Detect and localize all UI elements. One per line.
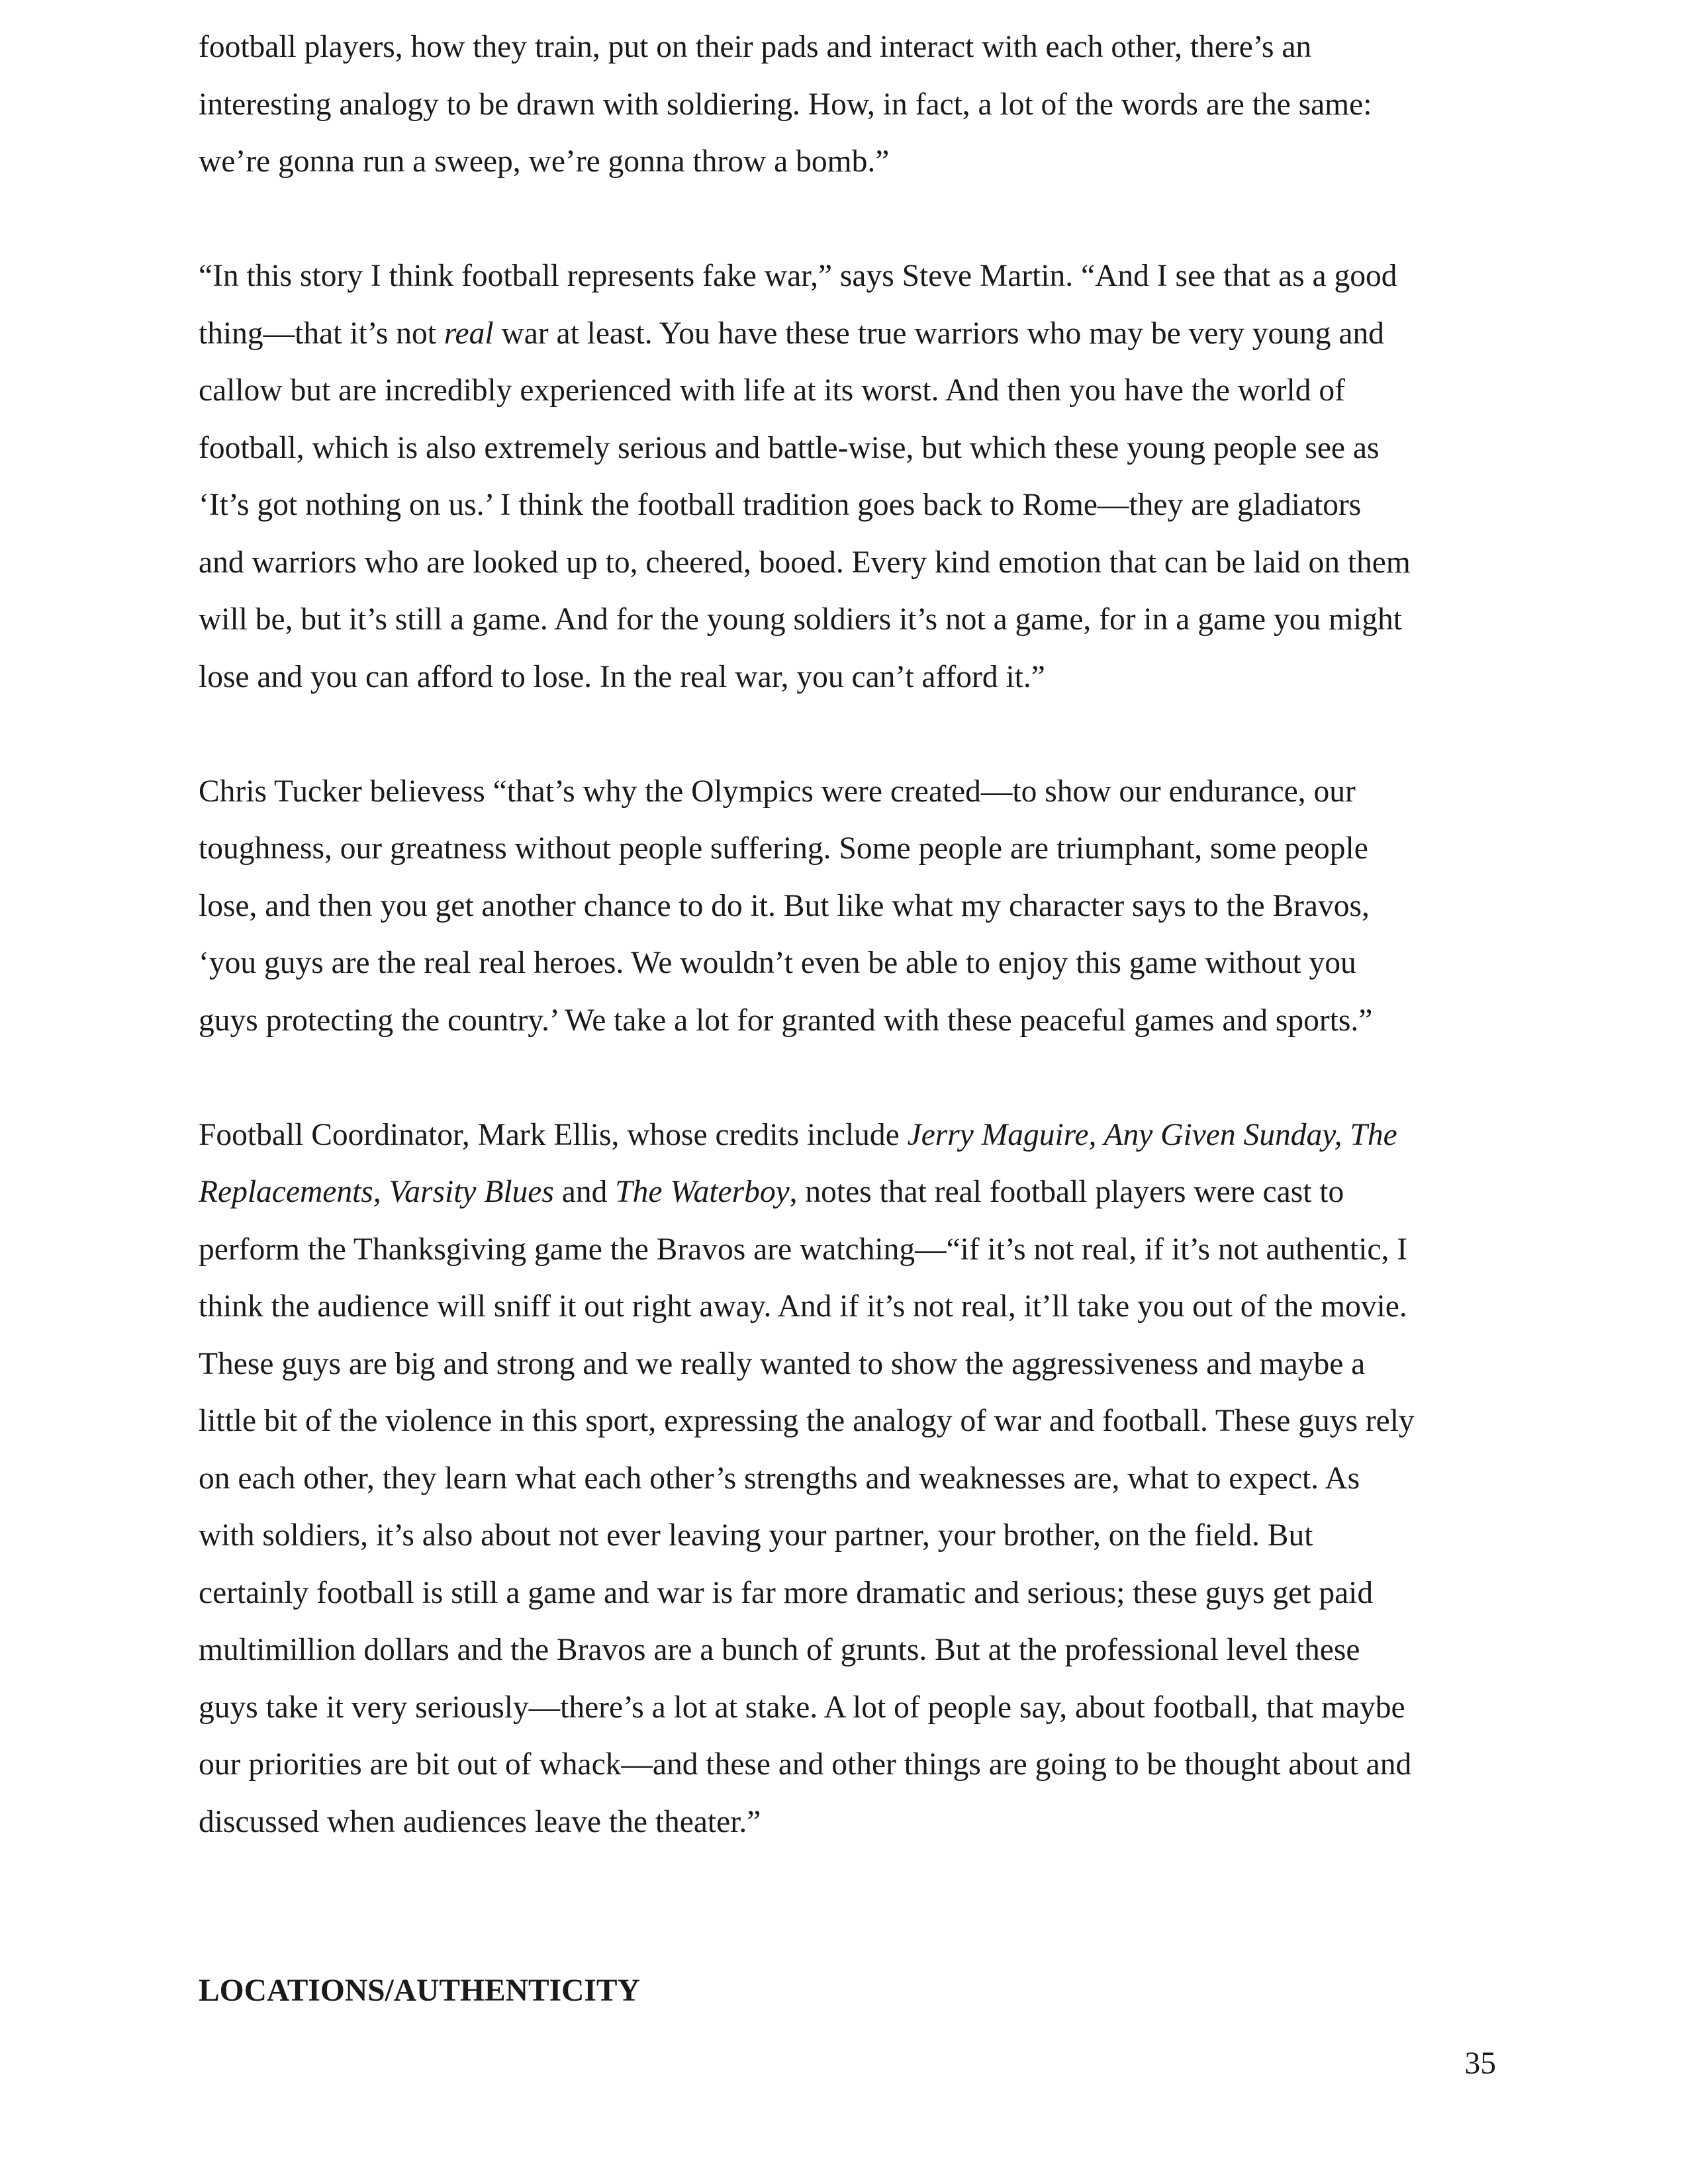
text-line (199, 763, 1496, 821)
text-line (199, 992, 1496, 1050)
text-run: interesting analogy to be drawn with soldiering. How, in fact, a lot of the words are the same: (199, 87, 1372, 122)
text-run: discussed when audiences leave the theater.” (199, 1804, 761, 1839)
italic-title: Replacements, Varsity Blues (199, 1175, 554, 1209)
text-run: certainly football is still a game and war is far more dramatic and serious; these guys get paid (199, 1575, 1374, 1610)
text-line (199, 1621, 1496, 1679)
page-number: 35 (1464, 2046, 1496, 2081)
paragraph (199, 1107, 1496, 1851)
text-run: callow but are incredibly experienced with life at its worst. And then you have the world of (199, 373, 1345, 408)
text-line (199, 591, 1496, 649)
text-run: football players, how they train, put on their pads and interact with each other, there’s an (199, 30, 1312, 64)
text-run: we’re gonna run a sweep, we’re gonna throw a bomb.” (199, 144, 890, 179)
text-run: , notes that real football players were cast to (789, 1175, 1344, 1209)
text-run: ‘you guys are the real real heroes. We wouldn’t even be able to enjoy this game without you (199, 946, 1356, 980)
paragraph (199, 248, 1496, 705)
text-line (199, 1736, 1496, 1794)
text-run: thing—that it’s not (199, 316, 444, 351)
text-line (199, 878, 1496, 935)
text-line (199, 534, 1496, 592)
text-run: on each other, they learn what each other’s strengths and weaknesses are, what to expect. As (199, 1461, 1360, 1496)
text-line (199, 1163, 1496, 1221)
text-run: and (553, 1175, 616, 1209)
text-line (199, 649, 1496, 706)
text-run: “In this story I think football represents fake war,” says Steve Martin. “And I see that as a good (199, 259, 1397, 293)
text-run: guys take it very seriously—there’s a lot at stake. A lot of people say, about football, that maybe (199, 1690, 1405, 1725)
text-run: with soldiers, it’s also about not ever leaving your partner, your brother, on the field. But (199, 1518, 1313, 1553)
text-run: multimillion dollars and the Bravos are a bunch of grunts. But at the professional level these (199, 1633, 1360, 1667)
text-line (199, 820, 1496, 878)
text-run: guys protecting the country.’ We take a lot for granted with these peaceful games and sports.” (199, 1003, 1373, 1038)
text-run: These guys are big and strong and we really wanted to show the aggressiveness and maybe a (199, 1346, 1366, 1381)
text-line (199, 1107, 1496, 1164)
text-run: toughness, our greatness without people suffering. Some people are triumphant, some people (199, 831, 1368, 866)
text-run: think the audience will sniff it out right away. And if it’s not real, it’ll take you out of the movie. (199, 1289, 1407, 1324)
paragraph (199, 19, 1496, 191)
text-run: ‘It’s got nothing on us.’ I think the football tradition goes back to Rome—they are gladiators (199, 488, 1362, 522)
text-line (199, 1679, 1496, 1737)
italic-title: real (444, 316, 494, 351)
text-line (199, 1278, 1496, 1336)
text-run: war at least. You have these true warriors who may be very young and (493, 316, 1385, 351)
text-line (199, 1336, 1496, 1393)
text-line (199, 477, 1496, 534)
text-line (199, 1507, 1496, 1565)
text-line (199, 19, 1496, 76)
text-line (199, 1794, 1496, 1851)
text-line (199, 1565, 1496, 1622)
italic-title: The Waterboy (615, 1175, 790, 1209)
text-line (199, 76, 1496, 134)
text-line (199, 420, 1496, 477)
text-run: lose and you can afford to lose. In the real war, you can’t afford it.” (199, 659, 1045, 694)
text-run: perform the Thanksgiving game the Bravos are watching—“if it’s not real, if it’s not authentic, I (199, 1232, 1408, 1267)
text-run: lose, and then you get another chance to do it. But like what my character says to the Bravos, (199, 888, 1370, 923)
text-run: little bit of the violence in this sport, expressing the analogy of war and football. These guys rely (199, 1404, 1415, 1438)
text-line (199, 1450, 1496, 1508)
text-line (199, 133, 1496, 191)
paragraph (199, 763, 1496, 1050)
text-line (199, 1221, 1496, 1279)
italic-title: Jerry Maguire, Any Given Sunday, The (907, 1117, 1397, 1152)
body-text (199, 19, 1496, 1850)
text-line (199, 362, 1496, 420)
text-run: football, which is also extremely serious and battle-wise, but which these young people see as (199, 430, 1380, 465)
text-run: our priorities are bit out of whack—and these and other things are going to be thought about and (199, 1747, 1412, 1782)
text-run: Chris Tucker believess “that’s why the Olympics were created—to show our endurance, our (199, 774, 1356, 809)
text-line (199, 1392, 1496, 1450)
text-run: Football Coordinator, Mark Ellis, whose credits include (199, 1117, 908, 1152)
text-run: will be, but it’s still a game. And for the young soldiers it’s not a game, for in a game you might (199, 602, 1402, 637)
text-line (199, 248, 1496, 305)
text-line (199, 305, 1496, 363)
text-line (199, 934, 1496, 992)
section-heading: LOCATIONS/AUTHENTICITY (199, 1974, 640, 2008)
text-run: and warriors who are looked up to, cheered, booed. Every kind emotion that can be laid on them (199, 545, 1411, 580)
